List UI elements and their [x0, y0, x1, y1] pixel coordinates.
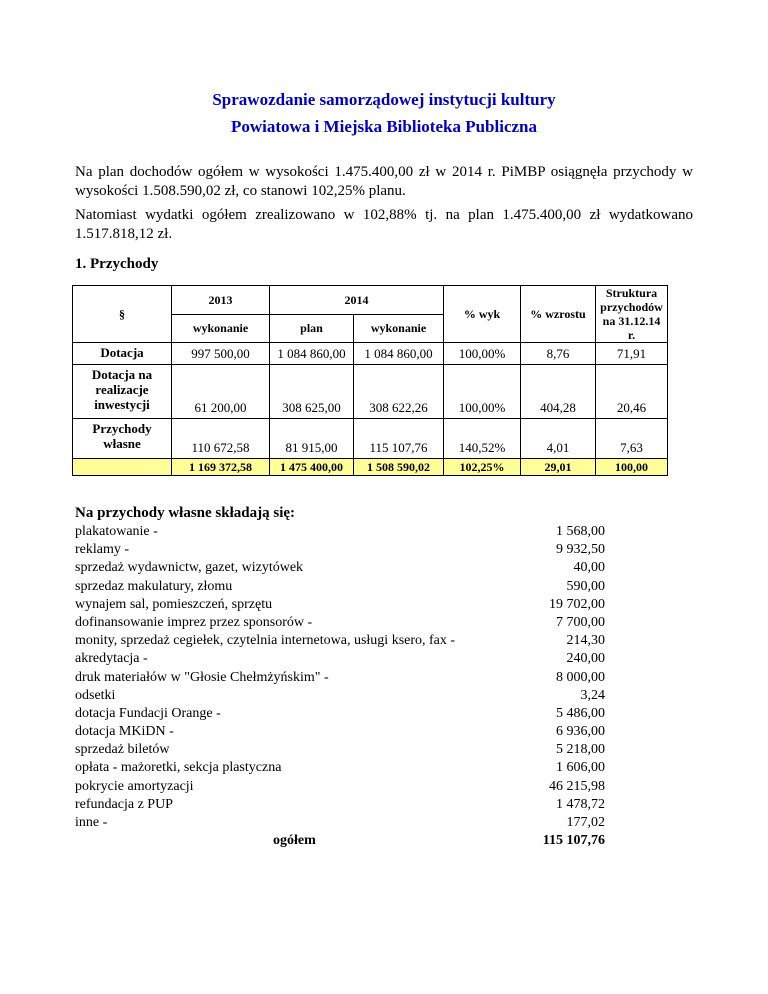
header-plan: plan [270, 314, 354, 343]
list-item [75, 650, 605, 668]
item-value: 5 486,00 [556, 705, 605, 721]
item-label: plakatowanie - [75, 524, 158, 539]
item-label: dotacja Fundacji Orange - [75, 705, 221, 721]
list-item [75, 578, 605, 596]
item-label: sprzedaz makulatury, złomu [75, 578, 233, 594]
item-label: monity, sprzedaż cegiełek, czytelnia internetowa, usługi ksero, fax - [75, 633, 456, 649]
row-label: Dotacja [73, 343, 172, 365]
list-item [75, 596, 605, 614]
list-item [75, 796, 605, 814]
row-label: Przychody własne [73, 419, 172, 459]
cell: 308 622,26 [354, 365, 444, 419]
list-item [75, 614, 605, 632]
list-item [75, 687, 605, 705]
row-label: Dotacja na realizacje inwestycji [73, 365, 172, 419]
cell: 1 084 860,00 [354, 343, 444, 365]
income-breakdown-list [75, 523, 605, 850]
list-item [75, 814, 605, 832]
report-title: Sprawozdanie samorządowej instytucji kultury [212, 90, 556, 109]
header-wykonanie-2014: wykonanie [354, 314, 444, 343]
section-heading: 1. Przychody [75, 256, 159, 272]
item-value: 240,00 [566, 651, 605, 667]
total-cell: 1 508 590,02 [354, 459, 444, 476]
revenue-table [72, 285, 668, 476]
item-value: 5 218,00 [556, 742, 605, 758]
list-item [75, 669, 605, 687]
item-value: 1 606,00 [556, 760, 605, 776]
intro-paragraph: Na plan dochodów ogółem w wysokości 1.475.400,00 zł w 2014 r. PiMBP osiągnęła przychody w wysokości 1.508.590,02 zł, co stanowi 102,25% planu. [75, 164, 693, 199]
item-value: 590,00 [566, 578, 605, 594]
item-value: 1 568,00 [556, 524, 605, 539]
item-value: 6 936,00 [556, 724, 605, 740]
cell: 100,00% [444, 365, 521, 419]
header-section-sign: § [73, 286, 172, 343]
list-item [75, 541, 605, 559]
header-wykonanie-2013: wykonanie [172, 314, 270, 343]
item-label: sprzedaż biletów [75, 742, 170, 758]
total-row [73, 459, 668, 476]
item-value: 19 702,00 [549, 596, 605, 612]
cell: 997 500,00 [172, 343, 270, 365]
header-struktura: Struktura przychodów na 31.12.14 r. [596, 286, 668, 343]
item-label: sprzedaż wydawnictw, gazet, wizytówek [75, 560, 304, 576]
item-label: refundacja z PUP [75, 796, 173, 812]
cell: 8,76 [521, 343, 596, 365]
institution-name: Powiatowa i Miejska Biblioteka Publiczna [231, 117, 537, 136]
total-item [75, 832, 605, 850]
table-row [73, 419, 668, 459]
cell: 110 672,58 [172, 419, 270, 459]
list-item [75, 723, 605, 741]
list-item [75, 559, 605, 577]
item-label: odsetki [75, 687, 116, 703]
expenses-paragraph: Natomiast wydatki ogółem zrealizowano w 102,88% tj. na plan 1.475.400,00 zł wydatkowano 1.517.818,12 zł. [75, 207, 693, 242]
total-cell: 1 475 400,00 [270, 459, 354, 476]
cell: 20,46 [596, 365, 668, 419]
list-item [75, 705, 605, 723]
header-2014: 2014 [270, 286, 444, 315]
cell: 140,52% [444, 419, 521, 459]
item-label: dotacja MKiDN - [75, 724, 174, 740]
breakdown-title: Na przychody własne składają się: [75, 505, 296, 521]
item-label: pokrycie amortyzacji [75, 778, 194, 794]
table-row [73, 365, 668, 419]
item-value: 177,02 [566, 815, 605, 830]
item-label: wynajem sal, pomieszczeń, sprzętu [75, 596, 273, 612]
header-percent-wzrostu: % wzrostu [521, 286, 596, 343]
item-value: 7 700,00 [556, 614, 605, 630]
item-value: 46 215,98 [549, 778, 605, 794]
item-label: dofinansowanie imprez przez sponsorów - [75, 614, 313, 630]
item-value: 8 000,00 [556, 669, 605, 685]
list-item [75, 778, 605, 796]
cell: 115 107,76 [354, 419, 444, 459]
cell: 100,00% [444, 343, 521, 365]
header-percent-wyk: % wyk [444, 286, 521, 343]
total-cell: 100,00 [596, 459, 668, 476]
list-item [75, 632, 605, 650]
total-cell: 29,01 [521, 459, 596, 476]
table-row [73, 343, 668, 365]
header-2013: 2013 [172, 286, 270, 315]
list-item [75, 759, 605, 777]
item-value: 9 932,50 [556, 542, 605, 558]
total-value: 115 107,76 [542, 833, 605, 849]
cell: 81 915,00 [270, 419, 354, 459]
item-label: opłata - mażoretki, sekcja plastyczna [75, 760, 282, 776]
cell: 7,63 [596, 419, 668, 459]
cell: 1 084 860,00 [270, 343, 354, 365]
total-cell: 102,25% [444, 459, 521, 476]
item-label: druk materiałów w "Głosie Chełmżyńskim" - [75, 669, 329, 685]
cell: 4,01 [521, 419, 596, 459]
total-label: ogółem [273, 833, 316, 849]
item-label: inne - [75, 815, 108, 830]
item-value: 214,30 [566, 633, 605, 649]
item-label: akredytacja - [75, 651, 148, 667]
total-label-cell [73, 459, 172, 476]
item-value: 40,00 [573, 560, 605, 576]
list-item [75, 741, 605, 759]
item-label: reklamy - [75, 542, 130, 558]
cell: 308 625,00 [270, 365, 354, 419]
cell: 61 200,00 [172, 365, 270, 419]
total-cell: 1 169 372,58 [172, 459, 270, 476]
cell: 71,91 [596, 343, 668, 365]
item-value: 1 478,72 [556, 796, 605, 812]
item-value: 3,24 [580, 687, 605, 703]
list-item [75, 523, 605, 541]
cell: 404,28 [521, 365, 596, 419]
